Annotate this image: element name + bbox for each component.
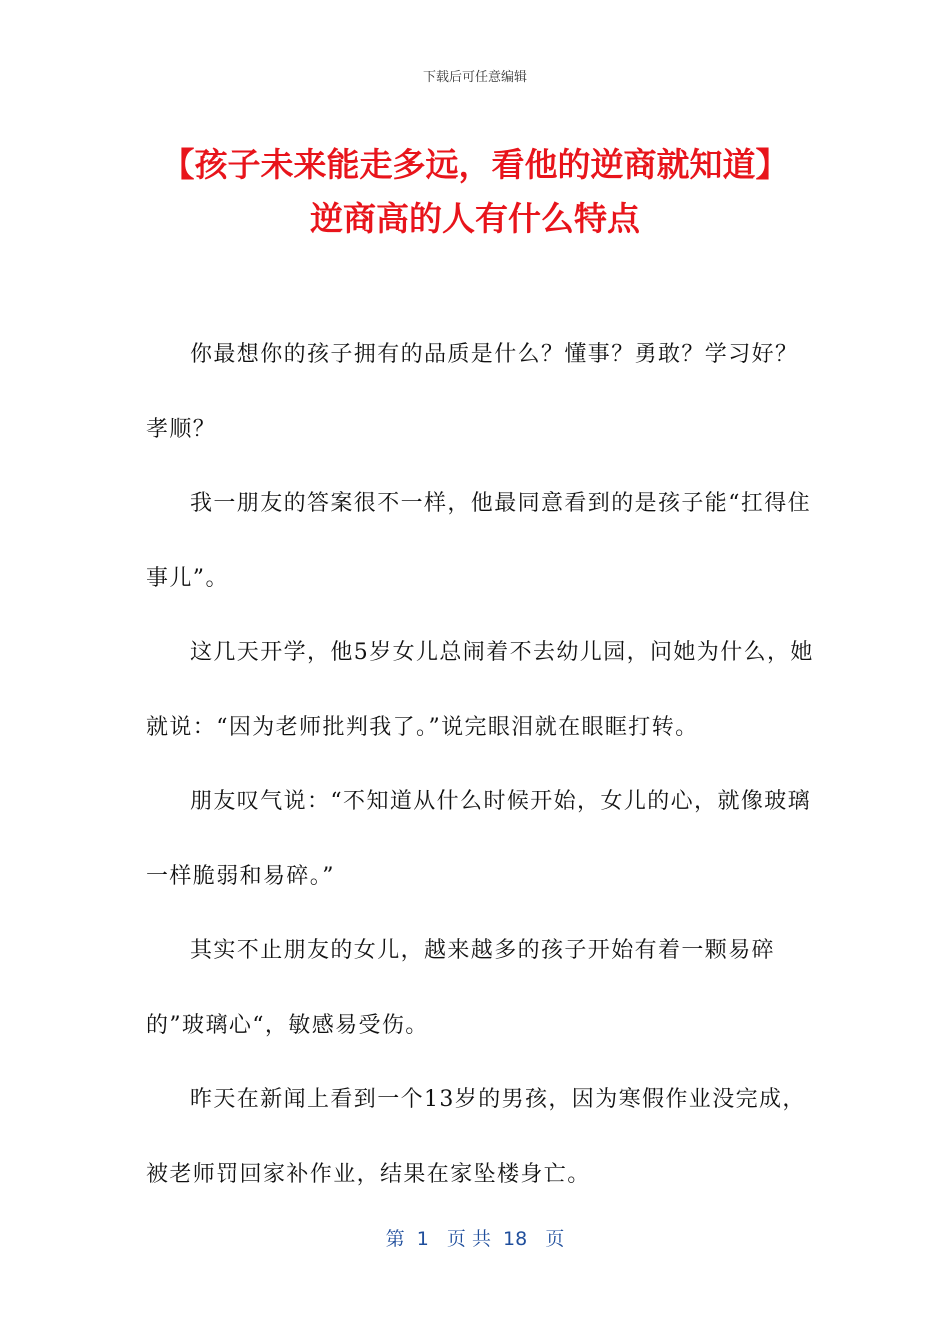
paragraph: 我一朋友的答案很不一样，他最同意看到的是孩子能“扛得住事儿”。 bbox=[146, 491, 812, 591]
paragraph: 昨天在新闻上看到一个13岁的男孩，因为寒假作业没完成，被老师罚回家补作业，结果在家坠楼身亡。 bbox=[146, 1087, 806, 1187]
title-line-2: 逆商高的人有什么特点 bbox=[310, 199, 640, 238]
title-line-1: 【孩子未来能走多远，看他的逆商就知道】 bbox=[161, 145, 789, 184]
paragraph: 你最想你的孩子拥有的品质是什么？懂事？勇敢？学习好？孝顺？ bbox=[146, 342, 799, 442]
paragraph: 这几天开学，他5岁女儿总闹着不去幼儿园，问她为什么，她就说：“因为老师批判我了。”说完眼泪就在眼眶打转。 bbox=[146, 640, 814, 740]
header-note: 下载后可任意编辑 bbox=[422, 70, 527, 85]
paragraph: 其实不止朋友的女儿，越来越多的孩子开始有着一颗易碎的”玻璃心“，敏感易受伤。 bbox=[146, 938, 776, 1038]
paragraph: 朋友叹气说：“不知道从什么时候开始，女儿的心，就像玻璃一样脆弱和易碎。” bbox=[146, 789, 812, 889]
body-text bbox=[146, 318, 818, 1212]
page-number-footer: 第 1 页 共 18 页 bbox=[385, 1228, 565, 1250]
document-title bbox=[0, 138, 950, 246]
